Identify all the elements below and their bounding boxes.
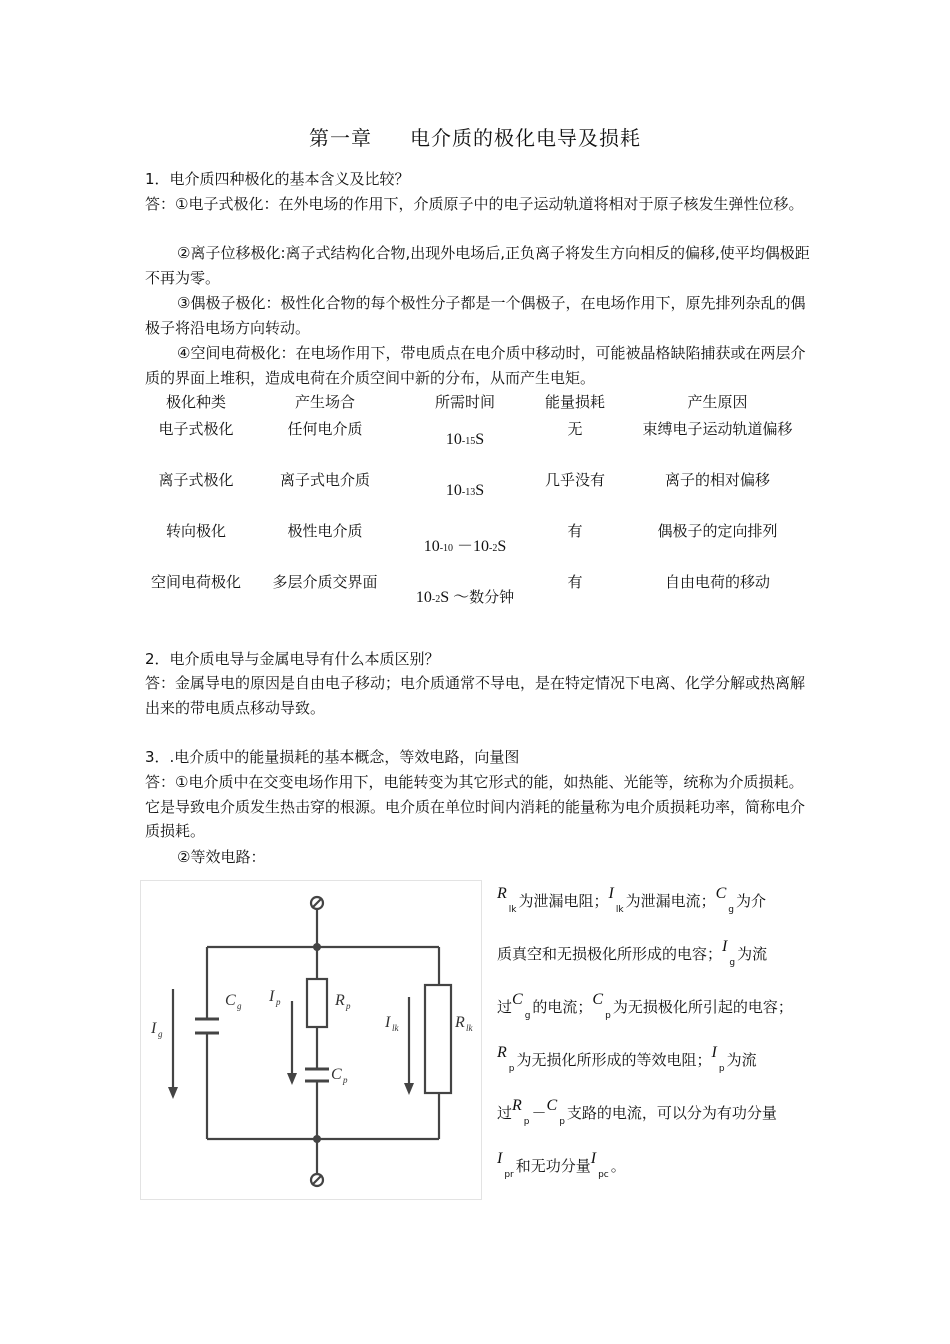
answer-1-dipole: ③偶极子极化：极性化合物的每个极性分子都是一个偶极子，在电场作用下，原先排列杂乱的偶极子将沿电场方向转动。 bbox=[145, 294, 806, 337]
row-type: 电子式极化 bbox=[158, 420, 234, 438]
description-line: 质真空和无损极化所形成的电容；$I_g$ 为流 bbox=[497, 938, 768, 968]
row-type: 转向极化 bbox=[165, 522, 226, 540]
rp-label: R bbox=[335, 992, 345, 1009]
page-title bbox=[0, 122, 950, 151]
row-time: 10-2S ～数分钟 bbox=[415, 588, 515, 606]
question-3: 3．.电介质中的能量损耗的基本概念，等效电路，向量图 bbox=[145, 748, 520, 766]
row-type: 离子式极化 bbox=[158, 471, 234, 489]
rp-subscript: p bbox=[346, 1001, 351, 1011]
answer-1-space-charge: ④空间电荷极化：在电场作用下，带电质点在电介质中移动时，可能被晶格缺陷捕获或在两层介质的界面上堆积，造成电荷在介质空间中新的分布，从而产生电矩。 bbox=[145, 344, 806, 387]
row-cause: 自由电荷的移动 bbox=[664, 573, 770, 591]
answer-1-electronic: 答：①电子式极化：在外电场的作用下，介质原子中的电子运动轨道将相对于原子核发生弹性位移。 bbox=[145, 195, 804, 213]
chapter-name: 电介质的极化电导及损耗 bbox=[410, 126, 641, 150]
cp-subscript: p bbox=[343, 1075, 348, 1085]
row-loss: 无 bbox=[567, 420, 583, 438]
circuit-diagram bbox=[141, 881, 481, 1199]
row-type: 空间电荷极化 bbox=[150, 573, 241, 591]
header-time: 所需时间 bbox=[434, 393, 495, 411]
row-loss: 几乎没有 bbox=[544, 471, 605, 489]
row-cause: 偶极子的定向排列 bbox=[657, 522, 778, 540]
row-time: 10-10 －10-2S bbox=[423, 538, 507, 555]
circuit-description bbox=[497, 876, 817, 1194]
ilk-subscript: lk bbox=[392, 1023, 399, 1033]
row-occasion: 极性电介质 bbox=[287, 522, 363, 540]
ig-subscript: g bbox=[158, 1029, 163, 1039]
ip-label: I bbox=[269, 988, 275, 1005]
row-time: 10-13S bbox=[445, 482, 485, 499]
answer-3-definition: 答：①电介质中在交变电场作用下，电能转变为其它形式的能，如热能、光能等，统称为介质损耗。它是导致电介质发生热击穿的根源。电介质在单位时间内消耗的能量称为电介质损耗功率，简称电介质损耗。 bbox=[145, 773, 806, 840]
description-line: $R_{lk}$ 为泄漏电阻；$I_{lk}$ 为泄漏电流；$C_g$ 为介 bbox=[497, 885, 766, 915]
header-occasion: 产生场合 bbox=[294, 393, 355, 411]
header-type: 极化种类 bbox=[165, 393, 226, 411]
answer-2: 答：金属导电的原因是自由电子移动；电介质通常不导电，是在特定情况下电离、化学分解或热离解出来的带电质点移动导致。 bbox=[145, 674, 806, 717]
row-loss: 有 bbox=[567, 522, 583, 540]
cg-label: C bbox=[225, 992, 236, 1009]
row-occasion: 任何电介质 bbox=[287, 420, 363, 438]
question-1: 1．电介质四种极化的基本含义及比较？ bbox=[145, 170, 410, 188]
header-cause: 产生原因 bbox=[687, 393, 748, 411]
row-cause: 离子的相对偏移 bbox=[664, 471, 770, 489]
cp-label: C bbox=[331, 1066, 342, 1083]
answer-1-ionic: ②离子位移极化:离子式结构化合物,出现外电场后,正负离子将发生方向相反的偏移,使平均偶极距不再为零。 bbox=[145, 244, 810, 287]
question-2: 2．电介质电导与金属电导有什么本质区别？ bbox=[145, 650, 440, 668]
ig-label: I bbox=[151, 1020, 157, 1037]
description-line: 过$C_g$ 的电流；$C_p$ 为无损极化所引起的电容； bbox=[497, 991, 793, 1021]
ip-subscript: p bbox=[276, 997, 281, 1007]
rlk-subscript: lk bbox=[466, 1023, 473, 1033]
answer-3-circuit-heading: ②等效电路： bbox=[177, 848, 266, 866]
equivalent-circuit-figure bbox=[140, 880, 482, 1200]
description-line: 过$R_p -C_p$ 支路的电流，可以分为有功分量 bbox=[497, 1097, 777, 1127]
row-occasion: 离子式电介质 bbox=[279, 471, 370, 489]
cg-subscript: g bbox=[237, 1001, 242, 1011]
description-line: $I_{pr}$ 和无功分量$I_{pc}$ 。 bbox=[497, 1150, 626, 1180]
row-loss: 有 bbox=[567, 573, 583, 591]
row-time: 10-15S bbox=[445, 431, 485, 448]
rlk-label: R bbox=[455, 1014, 465, 1031]
header-loss: 能量损耗 bbox=[544, 393, 605, 411]
chapter-number: 第一章 bbox=[309, 126, 372, 150]
description-line: $R_p$ 为无损化所形成的等效电阻；$I_p$ 为流 bbox=[497, 1044, 757, 1074]
row-occasion: 多层介质交界面 bbox=[272, 573, 378, 591]
row-cause: 束缚电子运动轨道偏移 bbox=[642, 420, 793, 438]
ilk-label: I bbox=[385, 1014, 391, 1031]
